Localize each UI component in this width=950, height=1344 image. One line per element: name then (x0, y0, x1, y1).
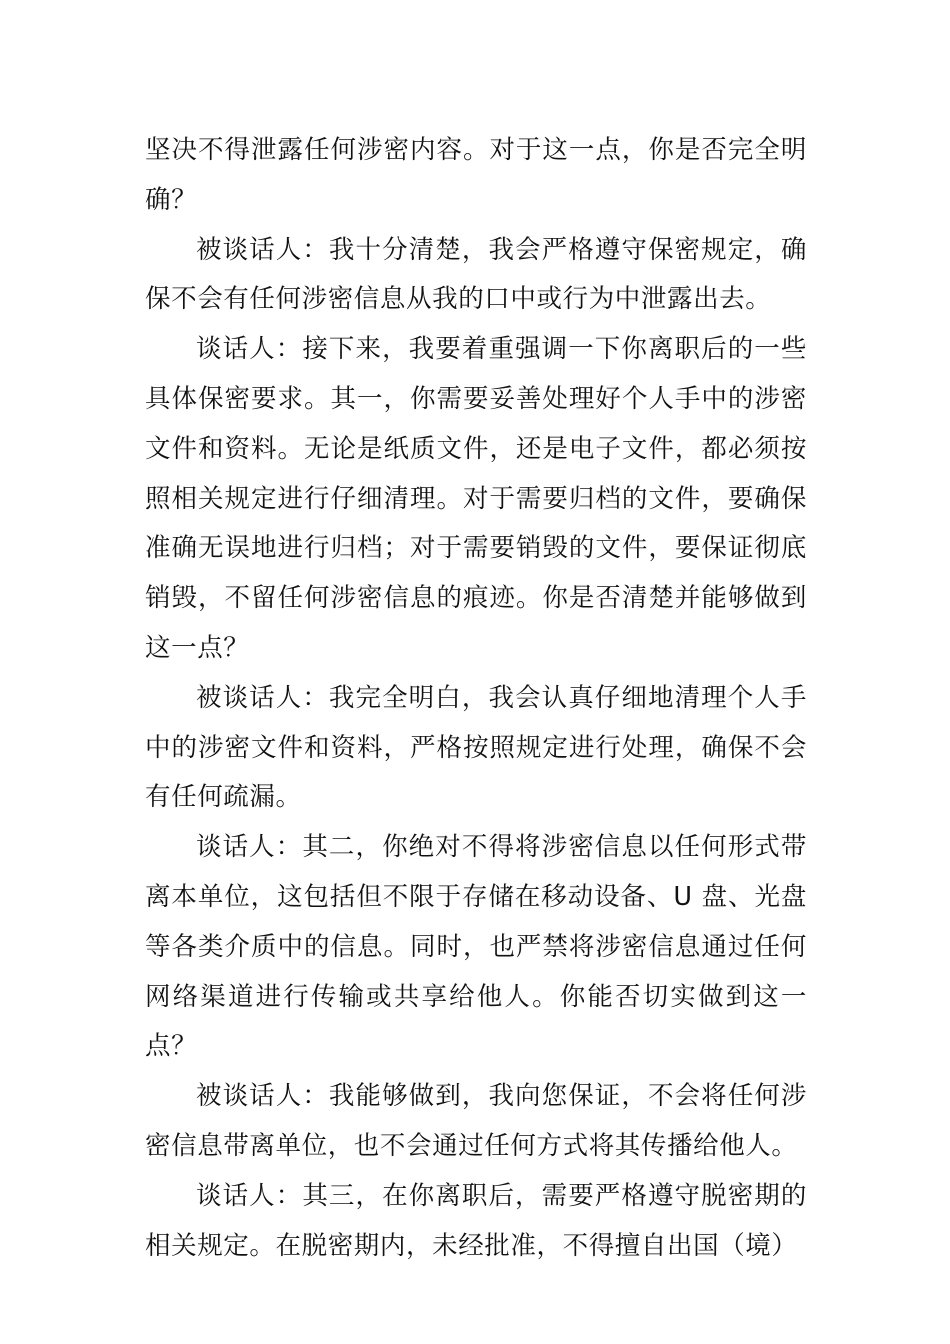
document-body (145, 126, 807, 1271)
paragraph-continuation: 坚决不得泄露任何涉密内容。对于这一点，你是否完全明确？ (145, 135, 807, 215)
paragraph-interviewer-requirement-2: 谈话人：其二，你绝对不得将涉密信息以任何形式带离本单位，这包括但不限于存储在移动设备、U 盘、光盘等各类介质中的信息。同时，也严禁将涉密信息通过任何网络渠道进行传输或共享给他人。你能否切实做到这一点？ (145, 832, 807, 1062)
paragraph-interviewee-reply-2: 被谈话人：我完全明白，我会认真仔细地清理个人手中的涉密文件和资料，严格按照规定进行处理，确保不会有任何疏漏。 (145, 682, 807, 813)
paragraph-interviewer-requirement-1: 谈话人：接下来，我要着重强调一下你离职后的一些具体保密要求。其一，你需要妥善处理好个人手中的涉密文件和资料。无论是纸质文件，还是电子文件，都必须按照相关规定进行仔细清理。对于需要归档的文件，要确保准确无误地进行归档；对于需要销毁的文件，要保证彻底销毁，不留任何涉密信息的痕迹。你是否清楚并能够做到这一点？ (145, 334, 807, 663)
paragraph-interviewee-reply-1: 被谈话人：我十分清楚，我会严格遵守保密规定，确保不会有任何涉密信息从我的口中或行为中泄露出去。 (145, 234, 807, 315)
paragraph-interviewee-reply-3: 被谈话人：我能够做到，我向您保证，不会将任何涉密信息带离单位，也不会通过任何方式将其传播给他人。 (145, 1081, 807, 1161)
paragraph-interviewer-requirement-3: 谈话人：其三，在你离职后，需要严格遵守脱密期的相关规定。在脱密期内，未经批准，不得擅自出国（境） (145, 1180, 807, 1261)
